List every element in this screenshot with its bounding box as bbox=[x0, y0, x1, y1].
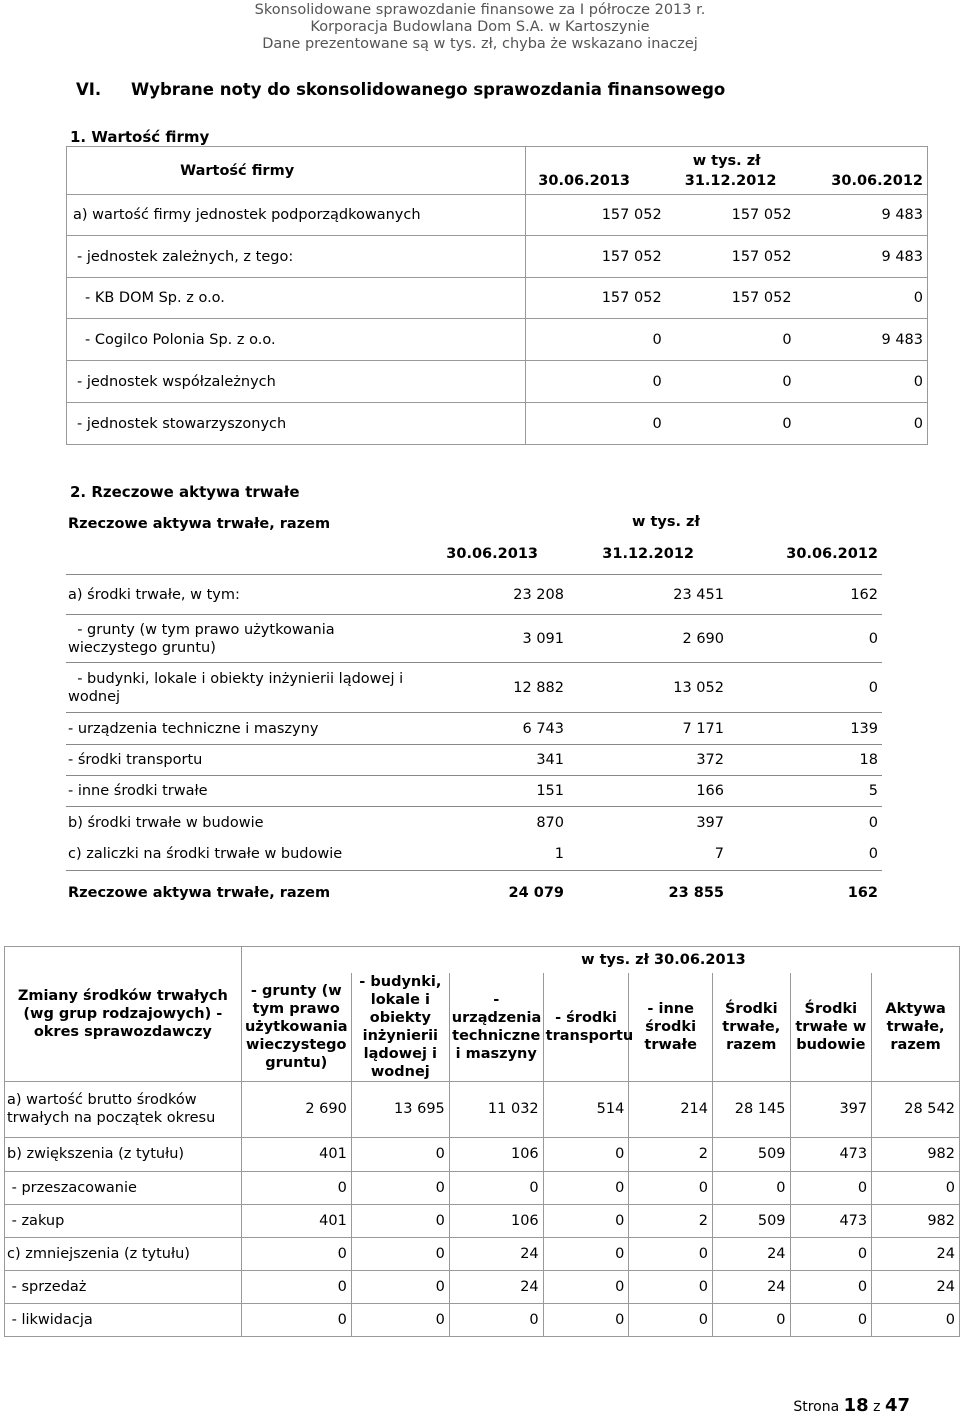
cell-value: 0 bbox=[872, 1171, 960, 1204]
goodwill-table bbox=[66, 146, 928, 445]
cell-value: 0 bbox=[728, 615, 882, 663]
cell-value: 157 052 bbox=[526, 278, 666, 319]
fixed-assets-table bbox=[66, 508, 882, 915]
table-row bbox=[66, 745, 882, 776]
cell-value: 0 bbox=[351, 1237, 449, 1270]
cell-value: 24 bbox=[449, 1270, 543, 1303]
cell-value: 0 bbox=[351, 1303, 449, 1336]
note3-col-5: - inne środki trwałe bbox=[629, 973, 713, 1082]
cell-value: 0 bbox=[241, 1171, 351, 1204]
cell-value: 870 bbox=[536, 814, 564, 831]
note2-col-3: 30.06.2012 bbox=[786, 546, 878, 562]
header-currency-note: Dane prezentowane są w tys. zł, chyba że wskazano inaczej bbox=[262, 36, 698, 52]
note3-col-4: - środki transportu bbox=[543, 973, 629, 1082]
row-label: - KB DOM Sp. z o.o. bbox=[67, 278, 526, 319]
fixed-assets-changes-table bbox=[4, 946, 960, 1337]
cell-value: 13 052 bbox=[568, 663, 728, 713]
cell-value: 509 bbox=[713, 1204, 791, 1237]
cell-value: 166 bbox=[568, 776, 728, 807]
table-row bbox=[5, 1137, 960, 1171]
cell-value: 0 bbox=[351, 1171, 449, 1204]
cell-value: 0 bbox=[790, 1171, 872, 1204]
row-label: - likwidacja bbox=[5, 1303, 242, 1336]
cell-value: 9 483 bbox=[796, 195, 928, 236]
note1-unit: w tys. zł bbox=[526, 147, 928, 169]
cell-value: 5 bbox=[728, 776, 882, 807]
cell-value: 397 bbox=[696, 814, 724, 831]
page-footer bbox=[793, 1395, 910, 1416]
footer-total-pages: 47 bbox=[884, 1395, 910, 1416]
row-label: - budynki, lokale i obiekty inżynierii lądowej i wodnej bbox=[66, 663, 422, 713]
cell-value: 139 bbox=[728, 713, 882, 745]
cell-value: 0 bbox=[713, 1303, 791, 1336]
cell-value: 11 032 bbox=[449, 1081, 543, 1137]
cell-value: 372 bbox=[568, 745, 728, 776]
cell-value: 0 bbox=[666, 403, 796, 445]
footer-prefix: Strona bbox=[793, 1399, 840, 1415]
row-label: - przeszacowanie bbox=[5, 1171, 242, 1204]
table-row bbox=[5, 1081, 960, 1137]
cell-value: 9 483 bbox=[796, 236, 928, 278]
row-label: Rzeczowe aktywa trwałe, razem bbox=[66, 871, 422, 915]
cell-value: 0 bbox=[629, 1237, 713, 1270]
cell-value: 24 079 bbox=[422, 871, 568, 915]
table-row bbox=[66, 663, 882, 713]
cell-value: 18 bbox=[728, 745, 882, 776]
cell-value: 0 bbox=[543, 1137, 629, 1171]
cell-value: 106 bbox=[449, 1204, 543, 1237]
row-label: - jednostek zależnych, z tego: bbox=[67, 236, 526, 278]
table-row bbox=[66, 807, 882, 839]
row-label: - jednostek współzależnych bbox=[67, 361, 526, 403]
cell-value: 2 690 bbox=[241, 1081, 351, 1137]
cell-value: 0 bbox=[629, 1270, 713, 1303]
row-label: - zakup bbox=[5, 1204, 242, 1237]
cell-value: 0 bbox=[526, 361, 666, 403]
table-row bbox=[66, 776, 882, 807]
note1-col-1: 30.06.2013 bbox=[526, 169, 666, 195]
table-row bbox=[67, 278, 928, 319]
table-row bbox=[5, 1270, 960, 1303]
note3-header-label: Zmiany środków trwałych (wg grup rodzajowych) - okres sprawozdawczy bbox=[5, 947, 242, 1082]
cell-value: 0 bbox=[629, 1303, 713, 1336]
row-label: a) wartość brutto środków trwałych na początek okresu bbox=[5, 1081, 242, 1137]
note3-col-7: Środki trwałe w budowie bbox=[790, 973, 872, 1082]
header-report-title: Skonsolidowane sprawozdanie finansowe za I półrocze 2013 r. bbox=[254, 2, 706, 18]
cell-value: 341 bbox=[422, 745, 568, 776]
row-label: b) środki trwałe w budowie bbox=[68, 814, 264, 831]
header-company: Korporacja Budowlana Dom S.A. w Kartoszynie bbox=[310, 19, 650, 35]
cell-value: 401 bbox=[241, 1137, 351, 1171]
table-row bbox=[67, 236, 928, 278]
cell-value: 0 bbox=[351, 1204, 449, 1237]
cell-value: 7 171 bbox=[568, 713, 728, 745]
cell-value: 0 bbox=[543, 1270, 629, 1303]
cell-value: 509 bbox=[713, 1137, 791, 1171]
cell-value: 0 bbox=[796, 278, 928, 319]
cell-value: 982 bbox=[872, 1204, 960, 1237]
row-label: - jednostek stowarzyszonych bbox=[67, 403, 526, 445]
cell-value: 7 bbox=[714, 846, 724, 863]
cell-value: 0 bbox=[241, 1270, 351, 1303]
cell-value: 0 bbox=[629, 1171, 713, 1204]
note3-col-2: - budynki, lokale i obiekty inżynierii lądowej i wodnej bbox=[351, 973, 449, 1082]
cell-value: 0 bbox=[526, 403, 666, 445]
cell-value: 0 bbox=[449, 1303, 543, 1336]
cell-value: 0 bbox=[872, 1303, 960, 1336]
note2-header-label: Rzeczowe aktywa trwałe, razem bbox=[68, 516, 331, 532]
cell-value: 13 695 bbox=[351, 1081, 449, 1137]
cell-value: 162 bbox=[728, 575, 882, 615]
row-label: a) wartość firmy jednostek podporządkowanych bbox=[67, 195, 526, 236]
note3-col-6: Środki trwałe, razem bbox=[713, 973, 791, 1082]
cell-value: 24 bbox=[713, 1270, 791, 1303]
cell-value: 0 bbox=[790, 1237, 872, 1270]
row-label: c) zmniejszenia (z tytułu) bbox=[5, 1237, 242, 1270]
row-label: b) zwiększenia (z tytułu) bbox=[5, 1137, 242, 1171]
table-row bbox=[66, 839, 882, 871]
cell-value: 0 bbox=[543, 1204, 629, 1237]
note3-unit-date: w tys. zł 30.06.2013 bbox=[543, 947, 959, 973]
cell-value: 2 bbox=[629, 1137, 713, 1171]
row-label: - sprzedaż bbox=[5, 1270, 242, 1303]
cell-value: 0 bbox=[543, 1171, 629, 1204]
cell-value: 0 bbox=[796, 403, 928, 445]
cell-value: 0 bbox=[526, 319, 666, 361]
cell-value: 23 451 bbox=[568, 575, 728, 615]
cell-value: 24 bbox=[872, 1237, 960, 1270]
cell-value: 2 690 bbox=[568, 615, 728, 663]
row-label: a) środki trwałe, w tym: bbox=[66, 575, 422, 615]
cell-value: 157 052 bbox=[666, 195, 796, 236]
footer-separator: z bbox=[873, 1399, 881, 1415]
note1-col-2: 31.12.2012 bbox=[666, 169, 796, 195]
cell-value: 28 145 bbox=[713, 1081, 791, 1137]
cell-value: 151 bbox=[422, 776, 568, 807]
cell-value: 0 bbox=[790, 1303, 872, 1336]
cell-value: 2 bbox=[629, 1204, 713, 1237]
cell-value: 23 208 bbox=[422, 575, 568, 615]
cell-value: 3 091 bbox=[422, 615, 568, 663]
cell-value: 157 052 bbox=[666, 236, 796, 278]
cell-value: 162 bbox=[728, 871, 882, 915]
note2-title: 2. Rzeczowe aktywa trwałe bbox=[70, 483, 300, 501]
note2-unit: w tys. zł bbox=[632, 514, 700, 530]
cell-value: 157 052 bbox=[526, 236, 666, 278]
cell-value: 157 052 bbox=[526, 195, 666, 236]
cell-value: 401 bbox=[241, 1204, 351, 1237]
row-label: c) zaliczki na środki trwałe w budowie bbox=[68, 846, 343, 863]
cell-value: 28 542 bbox=[872, 1081, 960, 1137]
cell-value: 0 bbox=[351, 1270, 449, 1303]
cell-value: 0 bbox=[713, 1171, 791, 1204]
cell-value: 0 bbox=[790, 1270, 872, 1303]
section-title: Wybrane noty do skonsolidowanego sprawozdania finansowego bbox=[131, 80, 726, 99]
cell-value: 106 bbox=[449, 1137, 543, 1171]
note1-header-label: Wartość firmy bbox=[67, 147, 526, 195]
table-row bbox=[5, 1171, 960, 1204]
cell-value: 473 bbox=[790, 1137, 872, 1171]
cell-value: 23 855 bbox=[568, 871, 728, 915]
note3-col-1: - grunty (w tym prawo użytkowania wieczystego gruntu) bbox=[241, 973, 351, 1082]
table-row bbox=[5, 1204, 960, 1237]
cell-value: 0 bbox=[666, 319, 796, 361]
cell-value: 0 bbox=[241, 1237, 351, 1270]
cell-value: 157 052 bbox=[666, 278, 796, 319]
table-row-total bbox=[66, 871, 882, 915]
row-label: - grunty (w tym prawo użytkowania wieczystego gruntu) bbox=[66, 615, 422, 663]
note3-col-3: - urządzenia techniczne i maszyny bbox=[449, 973, 543, 1082]
note2-col-1: 30.06.2013 bbox=[446, 546, 538, 562]
table-row bbox=[66, 713, 882, 745]
table-row bbox=[67, 195, 928, 236]
footer-page-number: 18 bbox=[843, 1395, 869, 1416]
table-row bbox=[67, 403, 928, 445]
section-number: VI. bbox=[76, 80, 102, 99]
cell-value: 0 bbox=[543, 1303, 629, 1336]
table-row bbox=[66, 575, 882, 615]
cell-value: 214 bbox=[629, 1081, 713, 1137]
cell-value: 0 bbox=[241, 1303, 351, 1336]
row-label: - środki transportu bbox=[66, 745, 422, 776]
cell-value: 6 743 bbox=[422, 713, 568, 745]
cell-value: 982 bbox=[872, 1137, 960, 1171]
cell-value: 9 483 bbox=[796, 319, 928, 361]
cell-value: 0 bbox=[351, 1137, 449, 1171]
cell-value: 24 bbox=[872, 1270, 960, 1303]
cell-value: 24 bbox=[449, 1237, 543, 1270]
cell-value: 12 882 bbox=[422, 663, 568, 713]
note3-col-8: Aktywa trwałe, razem bbox=[872, 973, 960, 1082]
cell-value: 397 bbox=[790, 1081, 872, 1137]
cell-value: 0 bbox=[449, 1171, 543, 1204]
cell-value: 0 bbox=[728, 663, 882, 713]
cell-value: 473 bbox=[790, 1204, 872, 1237]
cell-value: 1 bbox=[554, 846, 564, 863]
table-row bbox=[67, 361, 928, 403]
table-row bbox=[5, 1303, 960, 1336]
row-label: - inne środki trwałe bbox=[66, 776, 422, 807]
cell-value: 0 bbox=[796, 361, 928, 403]
row-label: - Cogilco Polonia Sp. z o.o. bbox=[67, 319, 526, 361]
row-label: - urządzenia techniczne i maszyny bbox=[66, 713, 422, 745]
cell-value: 0 bbox=[868, 846, 878, 863]
table-row bbox=[67, 319, 928, 361]
note2-col-2: 31.12.2012 bbox=[602, 546, 694, 562]
cell-value: 24 bbox=[713, 1237, 791, 1270]
cell-value: 0 bbox=[868, 814, 878, 831]
table-row bbox=[66, 615, 882, 663]
cell-value: 514 bbox=[543, 1081, 629, 1137]
cell-value: 0 bbox=[543, 1237, 629, 1270]
note1-col-3: 30.06.2012 bbox=[796, 169, 928, 195]
note1-title: 1. Wartość firmy bbox=[70, 128, 210, 146]
table-row bbox=[5, 1237, 960, 1270]
cell-value: 0 bbox=[666, 361, 796, 403]
